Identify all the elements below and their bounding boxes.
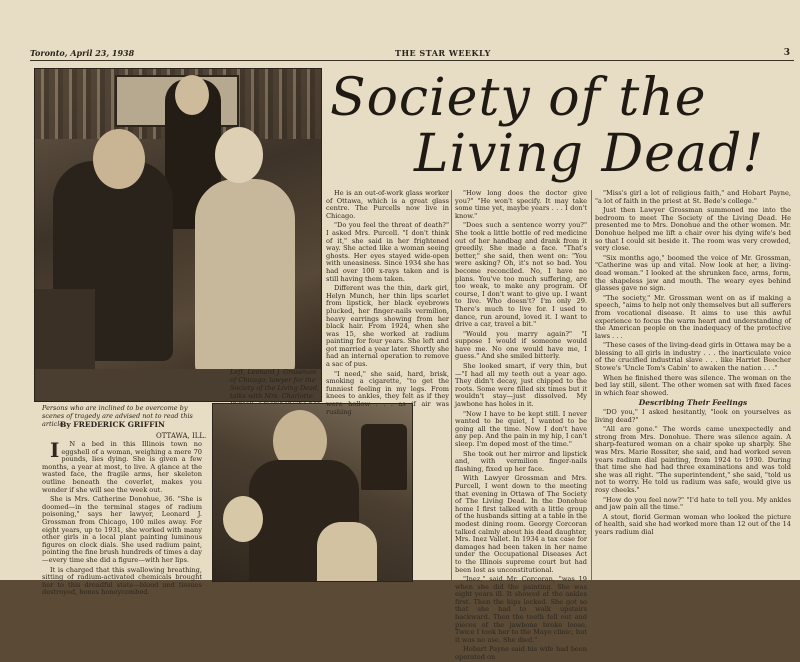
paragraph: "How do you feel now?" "I'd hate to tell you. My ankles and jaw pain all the time." (595, 495, 791, 512)
photo1-caption: Left, Leonard J. Grossman of Chicago, lawyer for the Society of the Living Dead, talks with Mrs. Charlotte (230, 368, 320, 400)
column-3 (595, 190, 791, 580)
headline (330, 70, 792, 182)
paragraph: With Lawyer Grossman and Mrs. Purcell, I went down to the meeting that evening in Ottawa of The Society of The Living Dead. In the Donohue home I first talked with a little group of the husbands sitting at a table in the modest dining room. Georgy Corcoran talked calmly about his dead daughter, Mrs. Inez Vallet. In 1934 a tax case for damages had been taken in her name under the Occupational Diseases Act to the Illinois supreme court but had been lost as unconstitutional. (455, 474, 587, 574)
paragraph: "Miss's girl a lot of religious faith," and Hobart Payne, "a lot of faith in the priest at St. Bede's college." (595, 189, 791, 205)
paragraph: He is an out-of-work glass worker of Ottawa, which is a great glass centre. The Purcells now live in Chicago. (326, 189, 449, 220)
standing-man-head (175, 75, 209, 115)
dateline: OTTAWA, ILL. (156, 432, 207, 440)
paragraph: I N a bed in this Illinois town no eggshell of a woman, weighing a mere 70 pounds, lies dying. She is given a few months, a year at most, to live. A glance at the wasted face, the fragile arms, her skeleton outline beneath the coverlet, makes you wonder if she will see the week out. (42, 438, 202, 494)
column-2 (455, 189, 587, 662)
column-divider (591, 190, 592, 580)
paragraph: "All are gone." The words came unexpectedly and strong from Mrs. Donohue. There was silence again. A sharp-featured woman on a chair spoke up sharply. She was Mrs. Marie Rossiter, she said, and had worked seven years radium dial painting, from 1924 to 1930. During that time she had had three examinations and was told she was all right. "The superintendent," she said, "told us not to worry. He told us radium was safe, would give us rosy cheeks." (595, 425, 791, 494)
paragraph: "Now I have to be kept still. I never wanted to be quiet, I wanted to be going all the time. Now I don't have any pep. And the pain in my hip, I can't sleep. I'm doped most of the time." (455, 409, 587, 448)
paragraph: "I need," she said, hard, brisk, smoking a cigarette, "to get the funniest feeling in my legs. From knees to ankles, they felt as if they were hollow . . . as if air was rushing (326, 369, 449, 416)
byline: By FREDERICK GRIFFIN (60, 420, 165, 429)
column-intro (42, 438, 202, 597)
page-number: 3 (783, 48, 790, 58)
paragraph: "Do you feel the threat of death?" I asked Mrs. Purcell. "I don't think of it," she said in her frightened way. She acted like a woman seeing ghosts. Her eyes stayed wide-open with uneasiness. Since 1934 she has had over 100 x-rays taken and is still having them taken. (326, 221, 449, 283)
masthead-date: Toronto, April 23, 1938 (30, 48, 135, 58)
paragraph: "Would you marry again?" "I suppose I would if someone would have me. No one would have me, I guess." And she smiled bitterly. (455, 329, 587, 361)
paragraph: A stout, florid German woman who looked the picture of health, said she had worked more than 12 out of the 14 years radium dial (595, 512, 791, 536)
paragraph: It is charged that this swallowing breathing, sitting of radium-activated chemicals brought her to this dreadful state—blood and tissues destroyed, bones honeycombed. (42, 565, 202, 597)
paragraph: Just then Lawyer Grossman summoned me into the bedroom to meet The Society of the Living Dead. He presented me to Mrs. Donohue and the other women. Mr. Donohue helped me lift a chair over his dying wife's bed so that I could sit beside it. The room was very crowded, very close. (595, 206, 791, 253)
paragraph: "Does such a sentence worry you?" She took a little bottle of red medicine out of her handbag and drank from it greedily. She made a face. "That's better," she said, then went on: "You were asking? Oh, it's not so bad. You become reconciled. No, I have no plans. You've too much suffering, are too weak, to make any program. Of course, I don't want to give up. I want to live. Who doesn't? I'm only 29. There's much to live for. I used to dance, run around, loved it. I want to drive a car, travel a bit." (455, 221, 587, 329)
photo-lawyer-with-member (34, 68, 322, 402)
subheading: Describing Their Feelings (638, 398, 748, 408)
radio-cabinet (361, 424, 407, 490)
paragraph: "Inez," said Mr. Corcoran, "was 19 when she did the painting. She was eight years ill. It showed at the ankles first. Then the hips locked. She got so that she had to walk upstairs backward. Then the teeth fell out and pieces of the jawbone broke loose. Twice I took her to the Mayo clinic, but it was no use. She died." (455, 575, 587, 644)
paragraph: "These cases of the living-dead girls in Ottawa may be a blessing to all girls in industry . . . the inarticulate voice of the crucified industrial slave . . . like Harriet Beecher Stowe's 'Uncle Tom's Cabin' to awaken the nation . . ." (595, 341, 791, 373)
seated-woman (195, 179, 295, 379)
paragraph: Different was the thin, dark girl, Helyn Munch, her thin lips scarlet from lipstick, her black eyebrows plucked, her finger-nails vermilion, heavy earrings showing from her black hair. From 1924, when she was 15, she worked at radium painting for four years. She left and got married a year later. Shortly she had an internal operation to remove a sac of pus. (326, 284, 449, 369)
headline-line-1: Society of the (330, 68, 707, 128)
paragraph: She is Mrs. Catherine Donohue, 36. "She is doomed—in the terminal stages of radium poisoning," says her lawyer, Leonard J. Grossman from Chicago, 100 miles away. For eight years, up to 1931, she worked with many other girls in a local plant painting luminous figures on clock dials. She used radium paint, pointing the fine brush hundreds of times a day—every time she did a figure—with her lips. (42, 495, 202, 564)
headline-line-2: Living Dead! (414, 124, 765, 184)
child-figure (317, 522, 377, 581)
column-divider (451, 190, 452, 580)
masthead-paper-name: THE STAR WEEKLY (395, 48, 491, 58)
paragraph: "The society," Mr. Grossman went on as if making a speech, "aims to help not only themselves but all sufferers from vocational disease. It aims to use this awful experience to focus the warm heart and understanding of the American people on the inadequacy of the protective laws . . . (595, 293, 791, 340)
paragraph: Hobart Payne said his wife had been operated on (455, 645, 587, 662)
photo-group-at-bedside (212, 403, 413, 582)
paragraph: She looked smart, if very thin, but—"I had all my teeth out a year ago. They didn't decay, just chipped to the roots. Some were filled six times but it wouldn't stay—just dissolved. My jawbone has holes in it. (455, 362, 587, 409)
paragraph: When he finished there was silence. The woman on the bed lay still, silent. The other women sat with fixed faces in which fear showed. (595, 373, 791, 397)
paragraph: "How long does the doctor give you?" "He won't specify. It may take some time yet, maybe years . . . I don't know." (455, 189, 587, 220)
masthead (30, 48, 792, 60)
drop-cap: I (50, 438, 60, 462)
seated-lawyer-head (93, 129, 145, 189)
woman-head (223, 496, 263, 542)
masthead-rule (30, 60, 794, 61)
warning-caption: Persons who are inclined to be overcome by scenes of tragedy are advised not to read this article. (42, 404, 193, 428)
seated-woman-head (215, 127, 263, 183)
paragraph: She took out her mirror and lipstick and, with vermilion finger-nails flashing, fixed up her face. (455, 449, 587, 473)
column-1 (326, 189, 449, 416)
paragraph: "DO you," I asked hesitantly, "look on yourselves as living dead?" (595, 408, 791, 424)
paragraph: "Six months ago," boomed the voice of Mr. Grossman, "Catherine was up and vital. Now look at her, a living-dead woman." I looked at the shrunken face, arms, form, the shapeless jaw and mouth. The weary eyes behind glasses gave no sign. (595, 253, 791, 293)
